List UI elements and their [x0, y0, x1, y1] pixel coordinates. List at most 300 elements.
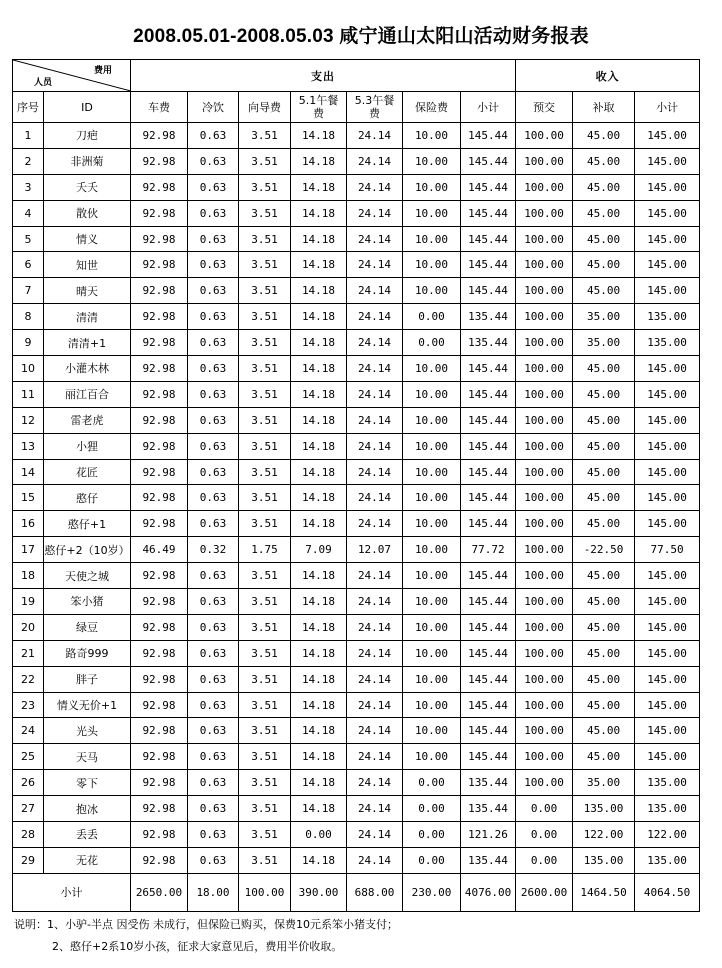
cell-prepaid: 100.00	[516, 589, 573, 615]
cell-seq: 9	[13, 330, 44, 356]
cell-id: 情义	[44, 226, 131, 252]
table-row	[13, 148, 700, 174]
cell-fare: 92.98	[131, 485, 188, 511]
cell-lunch-0501: 14.18	[291, 304, 347, 330]
col-lunch-0501	[291, 92, 347, 123]
cell-id: 无花	[44, 847, 131, 873]
cell-lunch-0501: 14.18	[291, 433, 347, 459]
total-lunch-0503: 688.00	[347, 873, 403, 911]
cell-income-subtotal: 145.00	[635, 485, 700, 511]
cell-lunch-0503: 24.14	[347, 770, 403, 796]
cell-drinks: 0.63	[188, 433, 239, 459]
cell-lunch-0501: 7.09	[291, 537, 347, 563]
cell-guide: 3.51	[239, 563, 291, 589]
cell-fare: 92.98	[131, 589, 188, 615]
cell-expense-subtotal: 135.44	[461, 847, 516, 873]
cell-lunch-0501: 14.18	[291, 381, 347, 407]
cell-seq: 8	[13, 304, 44, 330]
cell-drinks: 0.63	[188, 381, 239, 407]
cell-guide: 3.51	[239, 174, 291, 200]
cell-income-subtotal: 145.00	[635, 718, 700, 744]
table-row	[13, 744, 700, 770]
cell-seq: 4	[13, 200, 44, 226]
cell-id: 抱冰	[44, 796, 131, 822]
cell-guide: 3.51	[239, 304, 291, 330]
cell-lunch-0503: 24.14	[347, 356, 403, 382]
cell-insurance: 0.00	[403, 330, 461, 356]
cell-lunch-0501: 14.18	[291, 744, 347, 770]
cell-prepaid: 100.00	[516, 200, 573, 226]
cell-topup: 45.00	[573, 718, 635, 744]
cell-drinks: 0.63	[188, 744, 239, 770]
cell-insurance: 10.00	[403, 692, 461, 718]
cell-drinks: 0.63	[188, 614, 239, 640]
cell-lunch-0501: 14.18	[291, 485, 347, 511]
totals-label: 小计	[13, 873, 131, 911]
cell-lunch-0503: 24.14	[347, 174, 403, 200]
cell-expense-subtotal: 145.44	[461, 252, 516, 278]
table-row	[13, 614, 700, 640]
cell-id: 胖子	[44, 666, 131, 692]
cell-lunch-0501: 14.18	[291, 666, 347, 692]
cell-guide: 3.51	[239, 330, 291, 356]
cell-guide: 3.51	[239, 123, 291, 149]
cell-topup: 135.00	[573, 796, 635, 822]
cell-income-subtotal: 135.00	[635, 770, 700, 796]
cell-drinks: 0.63	[188, 123, 239, 149]
cell-lunch-0501: 14.18	[291, 614, 347, 640]
cell-lunch-0501: 14.18	[291, 796, 347, 822]
cell-lunch-0503: 24.14	[347, 796, 403, 822]
cell-insurance: 0.00	[403, 822, 461, 848]
cell-drinks: 0.63	[188, 822, 239, 848]
header-row-columns	[13, 92, 700, 123]
cell-prepaid: 100.00	[516, 356, 573, 382]
cell-lunch-0503: 24.14	[347, 718, 403, 744]
cell-income-subtotal: 145.00	[635, 174, 700, 200]
totals-row	[13, 873, 700, 911]
table-row	[13, 692, 700, 718]
cell-income-subtotal: 145.00	[635, 433, 700, 459]
cell-id: 绿豆	[44, 614, 131, 640]
cell-topup: 45.00	[573, 278, 635, 304]
cell-topup: 45.00	[573, 123, 635, 149]
col-fare: 车费	[131, 92, 188, 123]
cell-prepaid: 100.00	[516, 330, 573, 356]
cell-income-subtotal: 135.00	[635, 330, 700, 356]
cell-lunch-0503: 24.14	[347, 692, 403, 718]
table-row	[13, 304, 700, 330]
cell-id: 散伙	[44, 200, 131, 226]
cell-lunch-0503: 24.14	[347, 589, 403, 615]
cell-id: 夭夭	[44, 174, 131, 200]
cell-prepaid: 100.00	[516, 744, 573, 770]
cell-topup: 35.00	[573, 770, 635, 796]
cell-lunch-0501: 14.18	[291, 511, 347, 537]
cell-prepaid: 100.00	[516, 174, 573, 200]
cell-income-subtotal: 145.00	[635, 511, 700, 537]
col-lunch-0503	[347, 92, 403, 123]
cell-fare: 92.98	[131, 226, 188, 252]
cell-seq: 29	[13, 847, 44, 873]
cell-seq: 21	[13, 640, 44, 666]
cell-drinks: 0.32	[188, 537, 239, 563]
table-row	[13, 718, 700, 744]
cell-insurance: 10.00	[403, 278, 461, 304]
cell-seq: 12	[13, 407, 44, 433]
col-lunch-0501-line2: 费	[313, 107, 324, 120]
cell-fare: 92.98	[131, 822, 188, 848]
cell-insurance: 10.00	[403, 252, 461, 278]
cell-prepaid: 100.00	[516, 666, 573, 692]
cell-prepaid: 100.00	[516, 278, 573, 304]
cell-fare: 92.98	[131, 847, 188, 873]
cell-insurance: 10.00	[403, 718, 461, 744]
cell-drinks: 0.63	[188, 278, 239, 304]
cell-id: 光头	[44, 718, 131, 744]
cell-income-subtotal: 135.00	[635, 304, 700, 330]
cell-id: 情义无价+1	[44, 692, 131, 718]
cell-fare: 92.98	[131, 744, 188, 770]
cell-drinks: 0.63	[188, 459, 239, 485]
cell-guide: 3.51	[239, 381, 291, 407]
cell-seq: 19	[13, 589, 44, 615]
cell-fare: 92.98	[131, 123, 188, 149]
cell-insurance: 10.00	[403, 744, 461, 770]
header-row-groups	[13, 60, 700, 92]
cell-prepaid: 100.00	[516, 123, 573, 149]
cell-id: 小狸	[44, 433, 131, 459]
table-row	[13, 407, 700, 433]
cell-expense-subtotal: 145.44	[461, 148, 516, 174]
table-row	[13, 589, 700, 615]
cell-drinks: 0.63	[188, 589, 239, 615]
total-lunch-0501: 390.00	[291, 873, 347, 911]
cell-lunch-0501: 14.18	[291, 407, 347, 433]
cell-lunch-0503: 24.14	[347, 226, 403, 252]
cell-fare: 92.98	[131, 174, 188, 200]
cell-prepaid: 0.00	[516, 847, 573, 873]
cell-expense-subtotal: 145.44	[461, 433, 516, 459]
cell-lunch-0501: 0.00	[291, 822, 347, 848]
cell-id: 笨小猪	[44, 589, 131, 615]
cell-income-subtotal: 145.00	[635, 563, 700, 589]
cell-income-subtotal: 145.00	[635, 614, 700, 640]
cell-seq: 14	[13, 459, 44, 485]
cell-fare: 92.98	[131, 330, 188, 356]
cell-seq: 24	[13, 718, 44, 744]
note-line-1: 说明：1、小驴-半点 因受伤 未成行，但保险已购买，保费10元系笨小猪支付；	[14, 918, 398, 931]
cell-fare: 92.98	[131, 796, 188, 822]
report-title: 2008.05.01-2008.05.03 咸宁通山太阳山活动财务报表	[133, 26, 589, 47]
cell-guide: 3.51	[239, 252, 291, 278]
cell-lunch-0501: 14.18	[291, 200, 347, 226]
cell-expense-subtotal: 145.44	[461, 174, 516, 200]
cell-expense-subtotal: 135.44	[461, 796, 516, 822]
cell-expense-subtotal: 145.44	[461, 200, 516, 226]
cell-guide: 3.51	[239, 666, 291, 692]
cell-drinks: 0.63	[188, 511, 239, 537]
cell-id: 丢丢	[44, 822, 131, 848]
cell-fare: 92.98	[131, 407, 188, 433]
cell-lunch-0503: 24.14	[347, 381, 403, 407]
cell-income-subtotal: 145.00	[635, 666, 700, 692]
col-guide: 向导费	[239, 92, 291, 123]
cell-drinks: 0.63	[188, 847, 239, 873]
cell-income-subtotal: 145.00	[635, 589, 700, 615]
cell-drinks: 0.63	[188, 485, 239, 511]
cell-guide: 3.51	[239, 433, 291, 459]
cell-prepaid: 0.00	[516, 796, 573, 822]
cell-guide: 3.51	[239, 614, 291, 640]
cell-prepaid: 100.00	[516, 381, 573, 407]
cell-id: 天马	[44, 744, 131, 770]
cell-guide: 3.51	[239, 226, 291, 252]
table-row	[13, 847, 700, 873]
cell-expense-subtotal: 145.44	[461, 718, 516, 744]
cell-expense-subtotal: 145.44	[461, 511, 516, 537]
cell-fare: 92.98	[131, 563, 188, 589]
cell-topup: 135.00	[573, 847, 635, 873]
cell-income-subtotal: 145.00	[635, 200, 700, 226]
cell-insurance: 0.00	[403, 770, 461, 796]
note-line-2: 2、憨仔+2系10岁小孩，征求大家意见后，费用半价收取。	[52, 940, 343, 953]
cell-expense-subtotal: 145.44	[461, 640, 516, 666]
cell-lunch-0503: 24.14	[347, 200, 403, 226]
cell-lunch-0501: 14.18	[291, 174, 347, 200]
cell-drinks: 0.63	[188, 304, 239, 330]
cell-prepaid: 100.00	[516, 692, 573, 718]
cell-lunch-0501: 14.18	[291, 770, 347, 796]
cell-insurance: 10.00	[403, 174, 461, 200]
cell-lunch-0501: 14.18	[291, 847, 347, 873]
expense-group-header: 支出	[131, 60, 516, 92]
cell-expense-subtotal: 145.44	[461, 407, 516, 433]
cell-lunch-0503: 24.14	[347, 822, 403, 848]
cell-fare: 92.98	[131, 252, 188, 278]
cell-seq: 20	[13, 614, 44, 640]
col-seq: 序号	[13, 92, 44, 123]
cell-expense-subtotal: 121.26	[461, 822, 516, 848]
cell-seq: 1	[13, 123, 44, 149]
cell-lunch-0501: 14.18	[291, 459, 347, 485]
cell-drinks: 0.63	[188, 252, 239, 278]
cell-insurance: 10.00	[403, 537, 461, 563]
cell-drinks: 0.63	[188, 718, 239, 744]
cell-prepaid: 100.00	[516, 226, 573, 252]
cell-topup: 45.00	[573, 589, 635, 615]
cell-id: 非洲菊	[44, 148, 131, 174]
cell-insurance: 10.00	[403, 381, 461, 407]
cell-prepaid: 100.00	[516, 640, 573, 666]
col-drinks: 冷饮	[188, 92, 239, 123]
cell-topup: 45.00	[573, 148, 635, 174]
cell-lunch-0503: 24.14	[347, 744, 403, 770]
table-row	[13, 459, 700, 485]
cell-seq: 27	[13, 796, 44, 822]
cell-insurance: 0.00	[403, 796, 461, 822]
cell-drinks: 0.63	[188, 770, 239, 796]
cell-id: 丽江百合	[44, 381, 131, 407]
cell-fare: 92.98	[131, 381, 188, 407]
cell-topup: 45.00	[573, 200, 635, 226]
table-row	[13, 226, 700, 252]
total-fare: 2650.00	[131, 873, 188, 911]
cell-insurance: 10.00	[403, 485, 461, 511]
cell-insurance: 10.00	[403, 226, 461, 252]
cell-expense-subtotal: 145.44	[461, 614, 516, 640]
cell-topup: 45.00	[573, 640, 635, 666]
cell-guide: 3.51	[239, 148, 291, 174]
cell-drinks: 0.63	[188, 563, 239, 589]
cell-guide: 3.51	[239, 640, 291, 666]
cell-fare: 92.98	[131, 718, 188, 744]
cell-seq: 16	[13, 511, 44, 537]
table-row	[13, 252, 700, 278]
table-row	[13, 200, 700, 226]
cell-guide: 3.51	[239, 278, 291, 304]
cell-id: 刀疤	[44, 123, 131, 149]
cell-income-subtotal: 145.00	[635, 459, 700, 485]
cell-lunch-0503: 24.14	[347, 640, 403, 666]
cell-income-subtotal: 122.00	[635, 822, 700, 848]
cell-prepaid: 100.00	[516, 511, 573, 537]
cell-lunch-0503: 24.14	[347, 148, 403, 174]
cell-expense-subtotal: 145.44	[461, 381, 516, 407]
cell-seq: 23	[13, 692, 44, 718]
cell-guide: 3.51	[239, 407, 291, 433]
cell-seq: 5	[13, 226, 44, 252]
cell-topup: 45.00	[573, 226, 635, 252]
cell-seq: 6	[13, 252, 44, 278]
cell-expense-subtotal: 145.44	[461, 692, 516, 718]
table-row	[13, 640, 700, 666]
cell-drinks: 0.63	[188, 640, 239, 666]
col-id: ID	[44, 92, 131, 123]
finance-table	[12, 59, 700, 912]
cell-topup: 45.00	[573, 692, 635, 718]
cell-id: 晴天	[44, 278, 131, 304]
cell-income-subtotal: 145.00	[635, 407, 700, 433]
cell-guide: 3.51	[239, 847, 291, 873]
cell-insurance: 10.00	[403, 589, 461, 615]
cell-guide: 3.51	[239, 511, 291, 537]
cell-lunch-0503: 24.14	[347, 847, 403, 873]
cell-insurance: 0.00	[403, 847, 461, 873]
cell-id: 路奇999	[44, 640, 131, 666]
table-row	[13, 381, 700, 407]
cell-fare: 92.98	[131, 278, 188, 304]
cell-income-subtotal: 145.00	[635, 381, 700, 407]
cell-id: 雷老虎	[44, 407, 131, 433]
cell-prepaid: 100.00	[516, 614, 573, 640]
cell-topup: 45.00	[573, 666, 635, 692]
cell-insurance: 0.00	[403, 304, 461, 330]
col-income-subtotal: 小计	[635, 92, 700, 123]
notes	[14, 914, 714, 958]
cell-expense-subtotal: 145.44	[461, 589, 516, 615]
cell-seq: 18	[13, 563, 44, 589]
col-topup: 补取	[573, 92, 635, 123]
table-row	[13, 433, 700, 459]
total-drinks: 18.00	[188, 873, 239, 911]
cell-income-subtotal: 145.00	[635, 744, 700, 770]
cell-income-subtotal: 145.00	[635, 226, 700, 252]
col-prepaid: 预交	[516, 92, 573, 123]
corner-label-people: 人员	[34, 78, 53, 88]
cell-guide: 3.51	[239, 356, 291, 382]
cell-prepaid: 100.00	[516, 563, 573, 589]
cell-expense-subtotal: 145.44	[461, 485, 516, 511]
cell-lunch-0503: 24.14	[347, 459, 403, 485]
cell-lunch-0503: 24.14	[347, 563, 403, 589]
cell-prepaid: 100.00	[516, 770, 573, 796]
cell-seq: 22	[13, 666, 44, 692]
cell-seq: 26	[13, 770, 44, 796]
table-row	[13, 770, 700, 796]
total-guide: 100.00	[239, 873, 291, 911]
cell-income-subtotal: 135.00	[635, 796, 700, 822]
cell-fare: 92.98	[131, 200, 188, 226]
cell-insurance: 10.00	[403, 640, 461, 666]
col-insurance: 保险费	[403, 92, 461, 123]
income-group-header: 收入	[516, 60, 700, 92]
cell-fare: 92.98	[131, 511, 188, 537]
cell-guide: 3.51	[239, 200, 291, 226]
cell-seq: 2	[13, 148, 44, 174]
table-row	[13, 666, 700, 692]
cell-insurance: 10.00	[403, 148, 461, 174]
cell-lunch-0503: 24.14	[347, 252, 403, 278]
cell-guide: 3.51	[239, 796, 291, 822]
cell-drinks: 0.63	[188, 407, 239, 433]
col-expense-subtotal: 小计	[461, 92, 516, 123]
table-row	[13, 563, 700, 589]
cell-insurance: 10.00	[403, 356, 461, 382]
cell-insurance: 10.00	[403, 614, 461, 640]
cell-prepaid: 100.00	[516, 718, 573, 744]
total-income-subtotal: 4064.50	[635, 873, 700, 911]
cell-guide: 3.51	[239, 589, 291, 615]
table-row	[13, 511, 700, 537]
cell-lunch-0501: 14.18	[291, 718, 347, 744]
cell-id: 憨仔	[44, 485, 131, 511]
cell-prepaid: 100.00	[516, 304, 573, 330]
cell-seq: 11	[13, 381, 44, 407]
cell-income-subtotal: 135.00	[635, 847, 700, 873]
cell-seq: 10	[13, 356, 44, 382]
cell-prepaid: 100.00	[516, 485, 573, 511]
cell-prepaid: 100.00	[516, 252, 573, 278]
table-row	[13, 174, 700, 200]
cell-drinks: 0.63	[188, 174, 239, 200]
cell-seq: 3	[13, 174, 44, 200]
cell-lunch-0501: 14.18	[291, 563, 347, 589]
cell-fare: 92.98	[131, 459, 188, 485]
table-row	[13, 278, 700, 304]
cell-fare: 92.98	[131, 356, 188, 382]
cell-id: 小灌木林	[44, 356, 131, 382]
cell-expense-subtotal: 145.44	[461, 666, 516, 692]
cell-expense-subtotal: 145.44	[461, 278, 516, 304]
table-row	[13, 330, 700, 356]
cell-expense-subtotal: 145.44	[461, 356, 516, 382]
cell-income-subtotal: 145.00	[635, 278, 700, 304]
cell-id: 花匠	[44, 459, 131, 485]
cell-fare: 92.98	[131, 148, 188, 174]
cell-drinks: 0.63	[188, 226, 239, 252]
cell-lunch-0501: 14.18	[291, 330, 347, 356]
